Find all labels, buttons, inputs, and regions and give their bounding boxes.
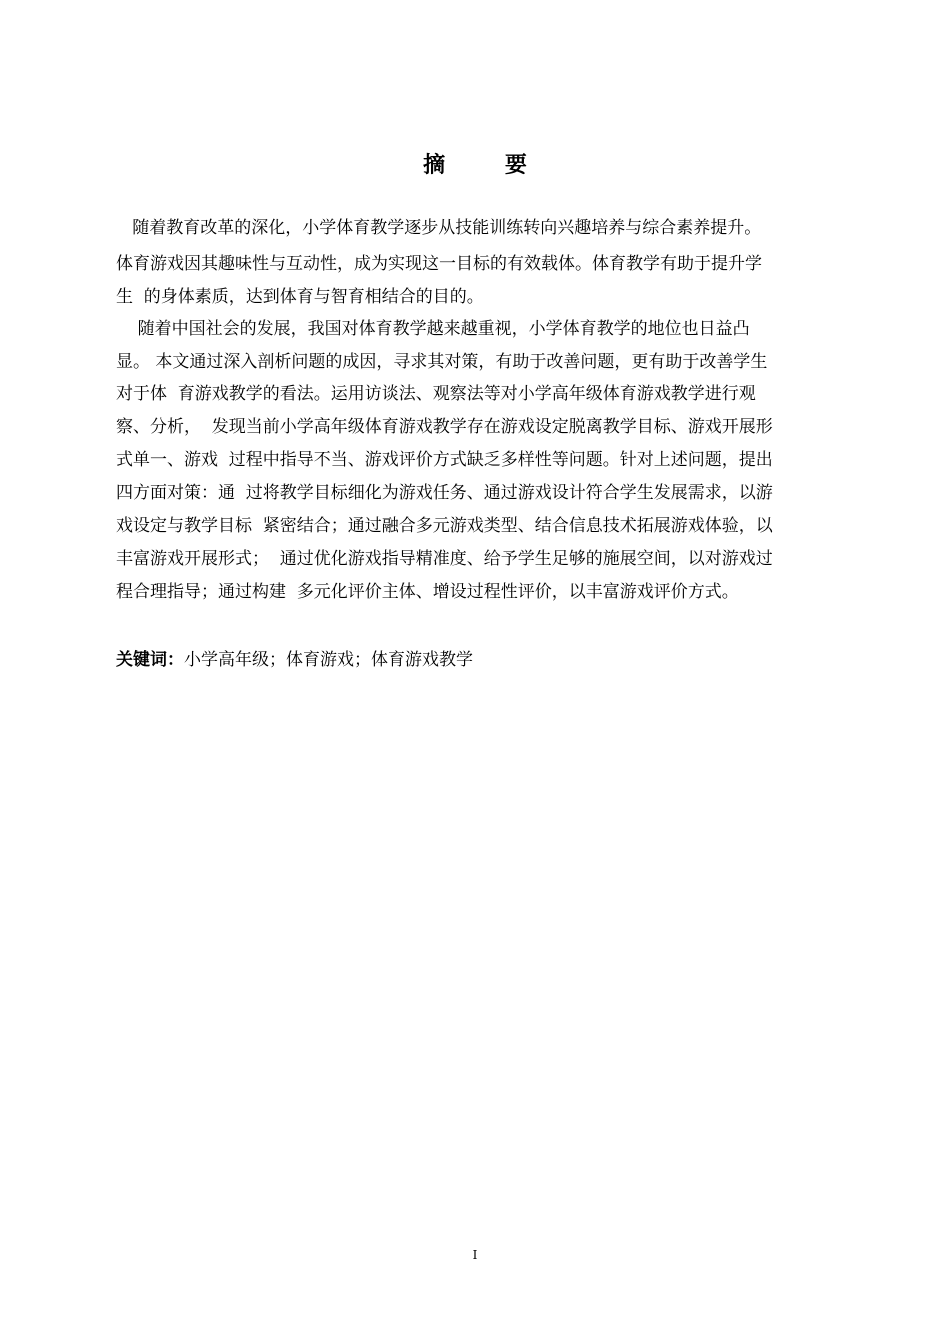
paragraph-line: 体育游戏因其趣味性与互动性，成为实现这一目标的有效载体。体育教学有助于提升学 [116, 254, 762, 274]
paragraph-line: 丰富游戏开展形式； 通过优化游戏指导精准度、给予学生足够的施展空间，以对游戏过 [116, 549, 773, 569]
paragraph-line: 戏设定与教学目标 紧密结合；通过融合多元游戏类型、结合信息技术拓展游戏体验，以 [116, 516, 773, 536]
keywords-value: 小学高年级；体育游戏；体育游戏教学 [184, 650, 473, 670]
paragraph-line: 生 的身体素质，达到体育与智育相结合的目的。 [116, 287, 484, 307]
paragraph-line: 对于体 育游戏教学的看法。运用访谈法、观察法等对小学高年级体育游戏教学进行观 [116, 384, 756, 404]
paragraph-line: 显。 本文通过深入剖析问题的成因，寻求其对策，有助于改善问题，更有助于改善学生 [116, 352, 768, 372]
paragraph-line: 四方面对策：通 过将教学目标细化为游戏任务、通过游戏设计符合学生发展需求，以游 [116, 483, 773, 503]
paragraph-line: 随着中国社会的发展，我国对体育教学越来越重视，小学体育教学的地位也日益凸 [116, 319, 750, 339]
page-title: 摘 要 [423, 153, 553, 178]
paragraph-line: 程合理指导；通过构建 多元化评价主体、增设过程性评价，以丰富游戏评价方式。 [116, 582, 739, 602]
page-number: I [472, 1248, 478, 1262]
paragraph-line: 随着教育改革的深化，小学体育教学逐步从技能训练转向兴趣培养与综合素养提升。 [116, 218, 762, 238]
keywords [116, 648, 473, 672]
paragraph-line: 式单一、游戏 过程中指导不当、游戏评价方式缺乏多样性等问题。针对上述问题，提出 [116, 450, 773, 470]
paragraph-line: 察、分析， 发现当前小学高年级体育游戏教学存在游戏设定脱离教学目标、游戏开展形 [116, 417, 773, 437]
keywords-label: 关键词： [116, 650, 184, 670]
